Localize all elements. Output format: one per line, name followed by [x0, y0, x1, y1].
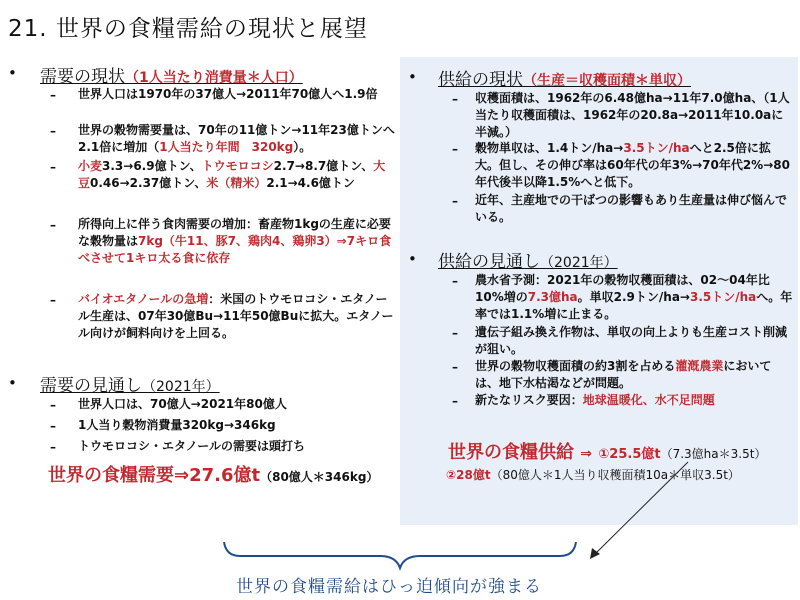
- dash-icon: –: [50, 440, 56, 454]
- supply-conclusion: 世界の食糧供給 ⇒ ①25.5億t（7.3億ha＊3.5t）: [448, 442, 767, 463]
- bullet-icon: •: [8, 374, 17, 392]
- list-item: 遺伝子組み換え作物は、単収の向上よりも生産コスト削減が狙い。: [475, 325, 788, 356]
- page-title: 21. 世界の食糧需給の現状と展望: [8, 16, 368, 42]
- list-item: 小麦3.3→6.9億トン、トウモロコシ2.7→8.7億トン、大豆0.46→2.37億トン、米（精米）2.1→4.6億トン: [78, 159, 386, 190]
- dash-icon: –: [452, 274, 458, 288]
- dash-icon: –: [452, 326, 458, 340]
- dash-icon: –: [50, 419, 56, 433]
- dash-icon: –: [452, 394, 458, 408]
- list-item: 穀物単収は、1.4トン/ha→3.5トン/haへと2.5倍に拡大。但し、その伸び率は60年代の年3%→70年代2%→80年代後半以降1.5%へと低下。: [475, 141, 790, 189]
- supply-conclusion-2: ②28億t（80億人＊1人当り収穫面積10a＊単収3.5t）: [446, 468, 740, 482]
- dash-icon: –: [452, 360, 458, 374]
- bullet-icon: •: [8, 64, 17, 82]
- dash-icon: –: [50, 218, 56, 232]
- list-item: 近年、主産地での干ばつの影響もあり生産量は伸び悩んでいる。: [475, 193, 788, 224]
- list-item: 世界人口は1970年の37億人→2011年70億人へ1.9倍: [78, 87, 378, 101]
- list-item: バイオエタノールの急増：米国のトウモロコシ・エタノール生産は、07年30億Bu→11年50億Buに拡大。エタノール向けが飼料向けを上回る。: [78, 292, 394, 340]
- list-item: 世界人口は、70億人→2021年80億人: [78, 397, 287, 411]
- bottom-summary: 世界の食糧需給はひっ迫傾向が強まる: [236, 577, 542, 597]
- dash-icon: –: [50, 293, 56, 307]
- supply-outlook-heading: 供給の見通し（2021年）: [438, 252, 618, 272]
- demand-now-heading: 需要の現状（1人当たり消費量＊人口）: [40, 67, 303, 87]
- list-item: トウモロコシ・エタノールの需要は頭打ち: [78, 439, 306, 453]
- dash-icon: –: [50, 88, 56, 102]
- list-item: 収穫面積は、1962年の6.48億ha→11年7.0億ha、（1人当たり収穫面積は、1962年の20.8a→2011年10.0aに半減。）: [475, 91, 790, 139]
- dash-icon: –: [452, 92, 458, 106]
- dash-icon: –: [50, 160, 56, 174]
- demand-outlook-heading: 需要の見通し（2021年）: [40, 376, 220, 396]
- list-item: 新たなリスク要因：地球温暖化、水不足問題: [475, 393, 715, 407]
- supply-now-heading: 供給の現状（生産＝収穫面積＊単収）: [438, 70, 691, 90]
- list-item: 農水省予測：2021年の穀物収穫面積は、02～04年比10%増の7.3億ha。単収2.9トン/ha→3.5トン/haへ。年率では1.1%増に止まる。: [475, 273, 793, 321]
- dash-icon: –: [452, 194, 458, 208]
- dash-icon: –: [50, 124, 56, 138]
- list-item: 所得向上に伴う食肉需要の増加：畜産物1kgの生産に必要な穀物量は7kg（牛11、豚7、鶏肉4、鶏卵3）⇒7キロ食べさせて1キロ太る食に依存: [78, 217, 392, 265]
- bullet-icon: •: [408, 68, 417, 86]
- dash-icon: –: [452, 142, 458, 156]
- demand-conclusion: 世界の食糧需要⇒27.6億t（80億人＊346kg）: [48, 465, 379, 486]
- bullet-icon: •: [408, 250, 417, 268]
- list-item: 1人当り穀物消費量320kg→346kg: [78, 418, 276, 432]
- dash-icon: –: [50, 398, 56, 412]
- list-item: 世界の穀物収穫面積の約3割を占める灌漑農業においては、地下水枯渇などが問題。: [475, 359, 772, 390]
- list-item: 世界の穀物需要量は、70年の11億トン→11年23億トンへ2.1倍に増加（1人当たり年間 320kg）。: [78, 123, 395, 154]
